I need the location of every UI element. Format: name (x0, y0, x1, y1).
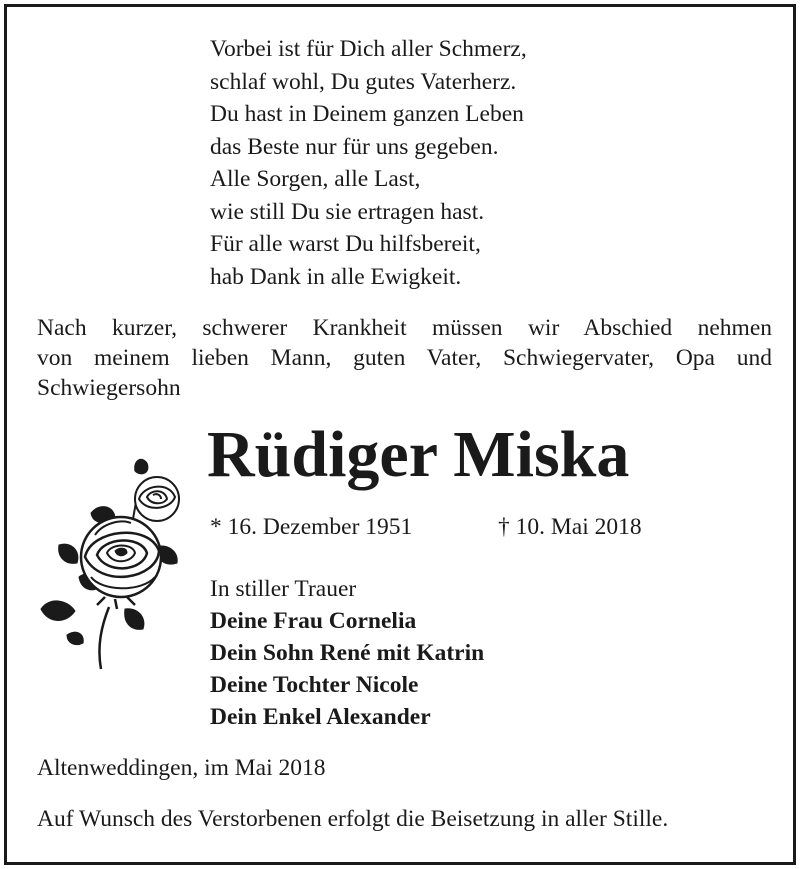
obituary-notice (4, 4, 796, 865)
mourners (210, 573, 484, 733)
poem-line: Vorbei ist für Dich aller Schmerz, (210, 36, 527, 62)
mourner-name: Dein Enkel Alexander (210, 704, 431, 730)
mourning-heading: In stiller Trauer (210, 576, 357, 602)
death-date: † 10. Mai 2018 (498, 514, 642, 540)
poem-line: das Beste nur für uns gegeben. (210, 133, 499, 160)
intro-line: Schwiegersohn (37, 375, 181, 401)
birth-date: * 16. Dezember 1951 (210, 514, 413, 540)
mourner-name: Deine Frau Cornelia (210, 608, 417, 634)
intro-line: von meinem lieben Mann, guten Vater, Schwiegervater, Opa und (37, 345, 772, 371)
life-dates (210, 512, 642, 542)
poem-line: schlaf wohl, Du gutes Vaterherz. (210, 68, 517, 95)
intro-text (37, 313, 772, 403)
poem-line: wie still Du sie ertragen hast. (210, 198, 485, 225)
deceased-name: Rüdiger Miska (207, 418, 630, 491)
burial-note: Auf Wunsch des Verstorbenen erfolgt die Beisetzung in aller Stille. (37, 806, 669, 832)
poem-line: Alle Sorgen, alle Last, (210, 166, 421, 192)
poem (210, 33, 527, 293)
intro-line: Nach kurzer, schwerer Krankheit müssen wir Abschied nehmen (37, 315, 772, 341)
poem-line: Du hast in Deinem ganzen Leben (210, 101, 524, 127)
poem-line: hab Dank in alle Ewigkeit. (210, 263, 462, 290)
mourner-name: Deine Tochter Nicole (210, 672, 419, 698)
place-date: Altenweddingen, im Mai 2018 (37, 755, 326, 781)
poem-line: Für alle warst Du hilfsbereit, (210, 231, 481, 257)
mourner-name: Dein Sohn René mit Katrin (210, 640, 485, 666)
rose-icon (31, 447, 191, 672)
